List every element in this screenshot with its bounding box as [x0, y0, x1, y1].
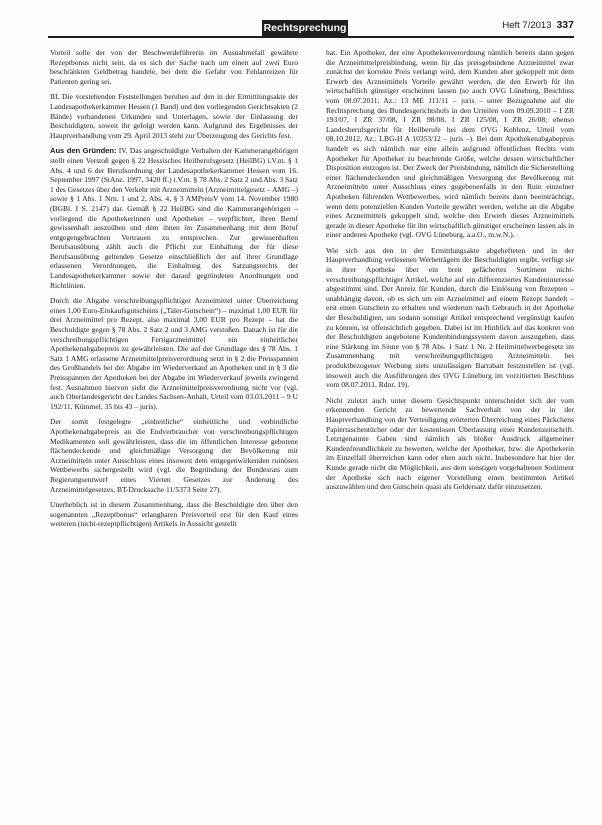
- left-column: [50, 48, 298, 816]
- paragraph-text: Der somit festgelegte „einheitliche“ einheitliche und verbindliche Apothekenabgabepreis an die Endverbraucher von verschreibungspflichtigen Medikamenten soll gewährleisten, dass die im öffentlichen Interesse gebotene flächendeckende und gleichmäßige Versorgung der Bevölkerung mit Arzneimitteln unter Ausschluss eines insoweit dem entgegenwirkenden ruinösen Wettbewerbs sichergestellt wird (vgl. die Begründung der Bundesrats zum Regierungsentwurf eines Vierten Gesetzes zur Änderung des Arzneimittelgesetzes, BT-Drucksache 11/5373 Seite 27).: [50, 417, 298, 494]
- paragraph-lead: Aus den Gründen:: [50, 146, 117, 156]
- section-title: Rechtsprechung: [263, 22, 347, 34]
- paragraph-text: III. Die vorstehenden Feststellungen beruhen auf den in der Ermittlungsakte der Landesapothekerkammer Hessen (1 Band) und den vorliegenden Gerichtsakten (2 Bände) vorhandenen Urkunden und Unterlagen, sowie der Einlassung der Beschuldigten, soweit ihr gefolgt werden kann. Aufgrund des Ergebnisses der Hauptverhandlung vom 29. April 2013 steht zur Überzeugung des Gerichts fest.: [50, 92, 298, 140]
- paragraph: [50, 500, 298, 529]
- paragraph-text: Nicht zuletzt auch unter diesem Gesichtspunkt unterscheidet sich der vom erkennenden Gericht zu bewertende Sachverhalt von der in der Hauptverhandlung von der Verteidigung erörterten Überreichung eines Päckchens Papiertaschentücher oder der kostenlosen Überlassung einer Kundenzeitschrift. Letztgenannte Gaben sind nämlich als bloßer Ausdruck allgemeiner Kundenfreundlichkeit zu bewerten, welche der Apotheker, bzw. die Apothekerin im Einzelfall überreichen kann oder eben auch nicht. Insbesondere hat hier der Kunde gerade nicht die Möglichkeit, aus dem sonstigen vorgehaltenen Sortiment der Apotheke sich nach eigener Vorstellung einen bestimmten Artikel auszuwählen und den Gutschein quasi als Geldersatz dafür einzusetzen.: [326, 395, 574, 492]
- paragraph-text: Vorteil solle der von der Beschwerdeführerin im Ausnahmefall gewährte Rezeptbonus nicht sein, da es sich der Sache nach um einen auf zwei Euro beschränkten Geldbetrag handele, bei dem die Gefahr von Fehlanreizen für Patienten gering sei.: [50, 48, 298, 86]
- header-rule: [48, 36, 574, 38]
- paragraph-text: IV. Das angeschuldigte Verhalten der Kammerangehörigen stellt einen Verstoß gegen § 22 Hessisches Heilberufsgesetz (HeilBG) i.V.m. § 1 Abs. 4 und 6 der Berufsordnung der Landesapothekerkammer Hessen vom 16. September 1997 (StAnz. 1997, 3420 ff.) i.V.m. § 78 Abs. 2 Satz 2 und Abs. 3 Satz 1 des Gesetzes über den Verkehr mit Arzneimitteln (Arzneimittelgesetz – AMG –) sowie § 1 Abs. 1 Nrn. 1 und 2, Abs. 4, § 3 AMPreisV vom 14. November 1980 (BGBl. I S. 2147) dar. Gemäß § 22 HeilBG sind die Kammerangehörigen – vorliegend die Apothekerinnen und Apotheker – verpflichtet, ihren Beruf gewissenhaft auszuüben und dem ihnen im Zusammenhang mit dem Beruf entgegengebrachten Vertrauen zu entsprechen. Zur gewissenhaften Berufsausübung zählt auch die Pflicht zur Einhaltung der für diese Berufsausübung geltenden Gesetze einschließlich der auf ihrer Grundlage erlassenen Verordnungen, die Einhaltung des Satzungsrechts der Landesapothekerkammer sowie der darauf gegründeten Anordnungen und Richtlinien.: [50, 146, 298, 290]
- paragraph: [326, 48, 574, 240]
- paragraph-text: Durch die Abgabe verschreibungspflichtiger Arzneimittel unter Überreichung eines 1,00 Euro-Einkaufsgutscheins („Taler-Gutschein“) – maximal 1,00 EUR für drei Arzneimittel pro Rezept, also maximal 3,00 EUR pro Rezept – hat die Beschuldigte gegen § 78 Abs. 2 Satz 2 und 3 AMG verstoßen. Danach ist für die verschreibungspflichtigen Fertigarzneimittel ein einheitlicher Apothekenabgabepreis zu gewährleisten. Die auf der Grundlage des § 78 Abs. 1 Satz 1 AMG erlassene Arzneimittelpreisverordnung setzt in § 2 die Preisspannen des Großhandels bei der Abgabe im Wiederverkauf an Apotheken und in § 3 die Preisspannen der Apotheken bei der Abgabe im Wiederverkauf jeweils zwingend fest. Ausnahmen hiervon sieht die Arzneimittelpreisverordnung nicht vor (vgl. auch Oberlandesgericht des Landes Sachsen-Anhalt, Urteil vom 03.03.2011 – 9 U 192/11, Kümmel, 35 bis 43 – juris).: [50, 296, 298, 411]
- paragraph-text: Unerheblich ist in diesem Zusammenhang, dass die Beschuldigte den über den sogenannten „Rezeptbonus“ erlangbaren Preisvorteil erst für den Kauf eines weiteren (nicht-rezeptpflichtigen) Artikels in Aussicht gestellt: [50, 500, 298, 529]
- page-header: [0, 18, 602, 38]
- paragraph: [50, 92, 298, 140]
- paragraph: [326, 396, 574, 492]
- right-column: [326, 48, 574, 816]
- page-number: 337: [556, 19, 574, 31]
- paragraph-text: Wie sich aus den in der Ermittlungsakte abgehefteten und in der Hauptverhandlung verlesenen Werbeträgern der Beschuldigten ergibt, verfügt sie in ihrer Apotheke über ein breit gefächertes Sortiment nicht-verschreibungspflichtiger Artikel, welche auf ein differenziertes Kundeninteresse abgestimmt sind. Der Anreiz für Kunden, durch die Einlösung von Rezepten – unabhängig davon, ob es sich um ein Arzneimittel auf einem Rezept handelt – erst einen Gutschein zu erhalten und wiederum nach Gebrauch in der Apotheke der Beschuldigten, um sodann sonstige Artikel entsprechend vergünstigt kaufen zu können, ist offensichtlich gegeben. Dabei ist im Hinblick auf das konkret von der Beschuldigten angebotene Kundenbindungssystem davon auszugehen, dass eine Stärkung im Sinne von § 78 Abs. 1 Satz 1 Nr. 2 Heilmittelwerbegesetz im Zusammenhang mit verschreibungspflichtigen Arzneimitteln bei produktbezogener Werbung stets unzulässigen Barrabatt festzustellen ist (vgl. insoweit auch die Ausführungen des OVG Lüneburg im vorzitierten Beschluss vom 08.07.2011, Rdnr. 19).: [326, 245, 574, 390]
- issue-info: [502, 19, 574, 31]
- paragraph: [50, 48, 298, 86]
- paragraph: [50, 296, 298, 411]
- issue-label: Heft 7/2013: [502, 20, 552, 31]
- paragraph-text: hat. Ein Apotheker, der eine Apothekenverordnung nämlich bereits dann gegen die Arzneimittelpreisbindung, wenn für das preisgebundene Arzneimittel zwar zunächst der korrekte Preis verlangt wird, dem Kunden aber gekoppelt mit dem Erwerb des Arzneimittels Vorteile gewährt werden, die den Erwerb für ihn wirtschaftlich günstiger erscheinen lassen (so auch OVG Lüneburg, Beschluss vom 08.07.2011, Az.: 13 ME 111/11 – juris – unter Bezugnahme auf die Rechtsprechung des Bundesgerichtshofs in den Urteilen vom 09.09.2010 – I ZR 193/07, I ZR 37/08, I ZR 98/08, I ZR 125/08, I ZR 26/08; ebenso Landesberufsgericht für Heilberufe bei dem OVG Koblenz, Urteil vom 08.10.2012, Az.: LBG-H A 10353/12 – juris –). Bei dem Apothekenabgabepreis handelt es sich nämlich nur eine allein aufgrund öffentlichen Rechts vom Apotheker für Apotheker zu beachtende Größe, welche dessen wirtschaftlicher Disposition entzogen ist. Der Zweck der Preisbindung, nämlich die Sicherstellung einer flächendeckenden und gleichmäßigen Versorgung der Bevölkerung mit Arzneimitteln unter Ausschluss eines gegebenenfalls in den Ruin einzelner Apotheken führenden Wettbewerbes, wird nämlich bereits dann beeinträchtigt, wenn dem potenziellen Kunden Vorteile gewährt werden, welche an die Abgabe eines Arzneimittels gekoppelt sind, welche den Erwerb dieses Arzneimittels gerade in dieser Apotheke für ihn wirtschaftlich günstiger erscheinen lassen als in einer anderen Apotheke (vgl. OVG Lüneburg, a.a.O., m.w.N.).: [326, 48, 574, 240]
- paragraph: [50, 146, 298, 290]
- paragraph: [50, 417, 298, 494]
- paragraph: [326, 246, 574, 390]
